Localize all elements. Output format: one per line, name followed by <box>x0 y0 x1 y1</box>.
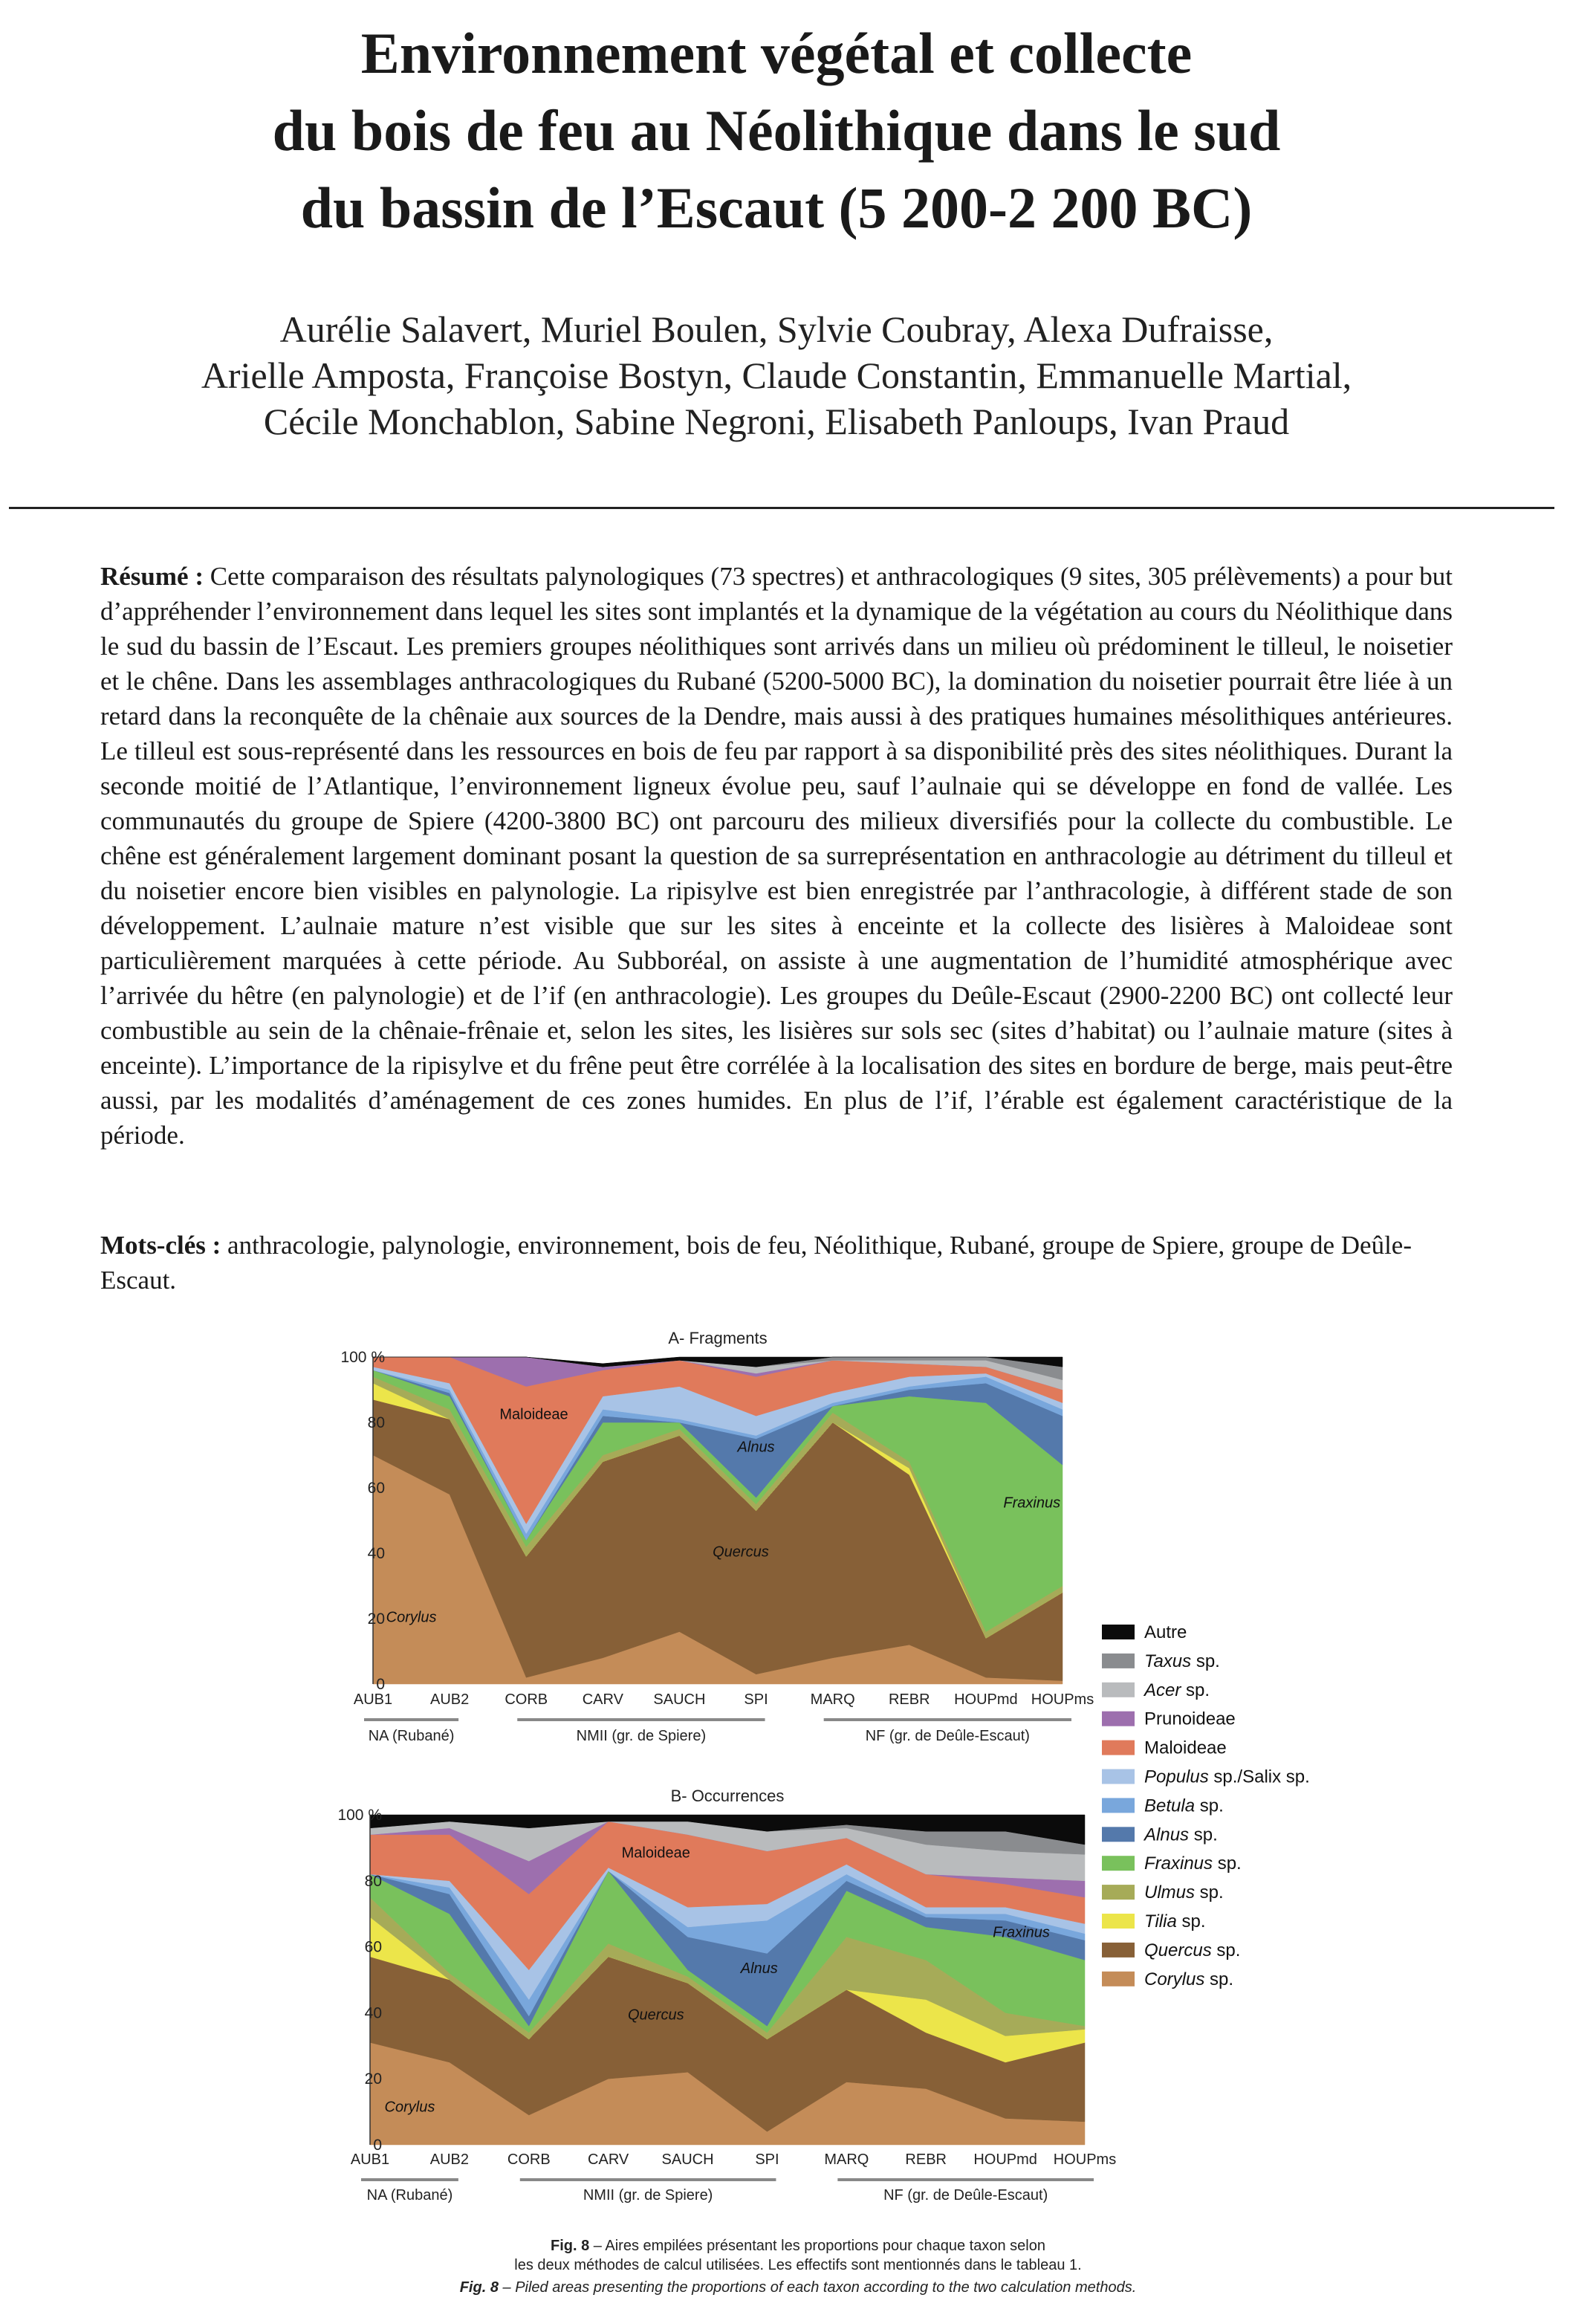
figure-caption-french-2 <box>0 2257 1596 2274</box>
legend-swatch <box>1102 1972 1135 1986</box>
legend-label: Ulmus sp. <box>1144 1882 1224 1903</box>
legend-label: Populus sp./Salix sp. <box>1144 1767 1310 1787</box>
legend-label: Prunoideae <box>1144 1709 1236 1729</box>
chart-title: B- Occurrences <box>670 1787 785 1805</box>
x-tick-label: MARQ <box>824 2151 869 2168</box>
y-tick-label: 80 <box>367 1414 385 1431</box>
title-line: du bois de feu au Néolithique dans le sud <box>272 98 1281 163</box>
y-tick-label: 20 <box>367 1610 385 1628</box>
x-tick-label: HOUPmd <box>954 1691 1018 1708</box>
legend-swatch <box>1102 1625 1135 1639</box>
group-label: NMII (gr. de Spiere) <box>583 2187 713 2203</box>
figure-caption-french <box>0 2238 1596 2255</box>
area-label-maloideae: Maloideae <box>621 1845 690 1862</box>
area-label-fraxinus: Fraxinus <box>1003 1495 1061 1512</box>
legend-swatch <box>1102 1712 1135 1726</box>
legend-swatch <box>1102 1885 1135 1900</box>
caption-line-3: – Piled areas presenting the proportions of each taxon according to the two calculation methods. <box>498 2279 1137 2296</box>
group-label: NF (gr. de Deûle-Escaut) <box>865 1728 1030 1744</box>
legend-swatch <box>1102 1827 1135 1842</box>
x-tick-label: HOUPms <box>1031 1691 1094 1708</box>
legend-label: Alnus sp. <box>1144 1824 1218 1845</box>
y-tick-label: 100 % <box>337 1807 382 1824</box>
area-label-quercus: Quercus <box>628 2007 684 2024</box>
y-tick-label: 20 <box>364 2070 382 2088</box>
legend-swatch <box>1102 1943 1135 1958</box>
abstract-label: Résumé : <box>100 562 204 591</box>
abstract-text: Cette comparaison des résultats palynologiques (73 spectres) et anthracologiques (9 sites, 305 prélèvements) a pour but d’appréhender l’environnement dans lequel les sites sont implantés et la dynamique de la végétation au cours du Néolithique dans le sud du bassin de l’Escaut. Les premiers groupes néolithiques sont arrivés dans un milieu où prédominent le tilleul, le noisetier et le chêne. Dans les assemblages anthracologiques du Rubané (5200-5000 BC), la domination du noisetier pourrait être liée à un retard dans la reconquête de la chênaie aux sources de la Dendre, mais aussi à des pratiques humaines mésolithiques antérieures. Le tilleul est sous-représenté dans les ressources en bois de feu par rapport à sa disponibilité près des sites néolithiques. Durant la seconde moitié de l’Atlantique, l’environnement ligneux évolue peu, sauf l’aulnaie qui se développe en fond de vallée. Les communautés du groupe de Spiere (4200-3800 BC) ont parcouru des milieux diversifiés pour la collecte du combustible. Le chêne est généralement largement dominant posant la question de sa surreprésentation en anthracologie au détriment du tilleul et du noisetier encore bien visibles en palynologie. La ripisylve est bien enregistrée par l’anthracologie, à différent stade de son développement. L’aulnaie mature n’est visible que sur les sites à enceinte et la collecte des lisières à Maloideae sont particulièrement marquées à cette période. Au Subboréal, on assiste à une augmentation de l’humidité atmosphérique avec l’arrivée du hêtre (en palynologie) et de l’if (en anthracologie). Les groupes du Deûle-Escaut (2900-2200 BC) ont collecté leur combustible au sein de la chênaie-frênaie et, selon les sites, les lisières sur sols sec (sites d’habitat) ou l’aulnaie mature (sites à enceinte). L’importance de la ripisylve et du frêne peut être corrélée à la localisation des sites en bordure de berge, mais peut-être aussi, par les modalités d’aménagement de ces zones humides. En plus de l’if, l’érable est également caractéristique de la période. <box>100 562 1453 1150</box>
legend-label: Acer sp. <box>1144 1680 1210 1700</box>
area-label-corylus: Corylus <box>386 1609 437 1626</box>
group-label: NA (Rubané) <box>368 1728 455 1744</box>
legend-swatch <box>1102 1914 1135 1929</box>
x-tick-label: CARV <box>588 2151 629 2168</box>
caption-line-2: les deux méthodes de calcul utilisées. Les effectifs sont mentionnés dans le tableau 1. <box>514 2257 1082 2273</box>
author-line: Aurélie Salavert, Muriel Boulen, Sylvie Coubray, Alexa Dufraisse, <box>279 308 1274 350</box>
x-tick-label: AUB2 <box>429 2151 470 2168</box>
legend-label: Betula sp. <box>1144 1795 1224 1816</box>
y-tick-label: 100 % <box>340 1349 385 1366</box>
author-line: Arielle Amposta, Françoise Bostyn, Claude Constantin, Emmanuelle Martial, <box>201 354 1352 396</box>
legend-label: Tilia sp. <box>1144 1911 1206 1931</box>
y-tick-label: 40 <box>367 1545 385 1562</box>
x-tick-label: CARV <box>582 1691 623 1708</box>
group-label: NF (gr. de Deûle-Escaut) <box>883 2187 1048 2203</box>
legend-swatch <box>1102 1856 1135 1871</box>
title-line: du bassin de l’Escaut (5 200-2 200 BC) <box>300 175 1253 240</box>
legend-label: Quercus sp. <box>1144 1940 1241 1960</box>
title-line: Environnement végétal et collecte <box>360 21 1193 85</box>
legend-swatch <box>1102 1654 1135 1668</box>
chart-title: A- Fragments <box>668 1329 768 1347</box>
y-tick-label: 0 <box>373 2137 382 2154</box>
caption-line-1: – Aires empilées présentant les proportions pour chaque taxon selon <box>589 2238 1045 2254</box>
legend-label: Taxus sp. <box>1144 1651 1220 1671</box>
area-label-maloideae: Maloideae <box>499 1406 568 1423</box>
x-tick-label: REBR <box>905 2151 947 2168</box>
y-tick-label: 60 <box>364 1938 382 1956</box>
caption-fig-label: Fig. 8 <box>551 2238 590 2254</box>
author-line: Cécile Monchablon, Sabine Negroni, Elisabeth Panloups, Ivan Praud <box>263 401 1290 442</box>
legend-swatch <box>1102 1769 1135 1784</box>
x-tick-label: AUB2 <box>429 1691 470 1708</box>
area-label-fraxinus: Fraxinus <box>993 1924 1050 1941</box>
x-tick-label: CORB <box>507 2151 551 2168</box>
caption-fig-label-en: Fig. 8 <box>459 2279 499 2296</box>
x-tick-label: HOUPmd <box>973 2151 1037 2168</box>
legend-label: Maloideae <box>1144 1738 1227 1758</box>
x-tick-label: SPI <box>744 1691 768 1708</box>
keywords-text: anthracologie, palynologie, environnement, bois de feu, Néolithique, Rubané, groupe de Spiere, groupe de Deûle-Escaut. <box>100 1231 1412 1295</box>
x-tick-label: AUB1 <box>350 2151 390 2168</box>
x-tick-label: CORB <box>505 1691 548 1708</box>
x-tick-label: AUB1 <box>353 1691 393 1708</box>
group-label: NMII (gr. de Spiere) <box>576 1728 707 1744</box>
x-tick-label: SAUCH <box>661 2151 714 2168</box>
legend-label: Fraxinus sp. <box>1144 1853 1242 1874</box>
x-tick-label: HOUPms <box>1053 2151 1117 2168</box>
legend-label: Corylus sp. <box>1144 1969 1234 1989</box>
x-tick-label: SAUCH <box>653 1691 706 1708</box>
keywords-label: Mots-clés : <box>100 1231 221 1260</box>
figure-caption-english <box>0 2279 1596 2296</box>
group-label: NA (Rubané) <box>366 2187 453 2203</box>
y-tick-label: 60 <box>367 1480 385 1497</box>
legend-swatch <box>1102 1798 1135 1813</box>
x-tick-label: SPI <box>755 2151 779 2168</box>
legend-label: Autre <box>1144 1622 1187 1642</box>
y-tick-label: 0 <box>376 1676 385 1693</box>
area-label-alnus: Alnus <box>740 1960 778 1978</box>
area-label-corylus: Corylus <box>384 2099 435 2116</box>
area-label-alnus: Alnus <box>737 1439 775 1456</box>
legend-swatch <box>1102 1741 1135 1755</box>
legend-swatch <box>1102 1683 1135 1697</box>
x-tick-label: MARQ <box>810 1691 855 1708</box>
x-tick-label: REBR <box>888 1691 930 1708</box>
y-tick-label: 80 <box>364 1872 382 1890</box>
y-tick-label: 40 <box>364 2004 382 2022</box>
area-label-quercus: Quercus <box>713 1544 769 1561</box>
